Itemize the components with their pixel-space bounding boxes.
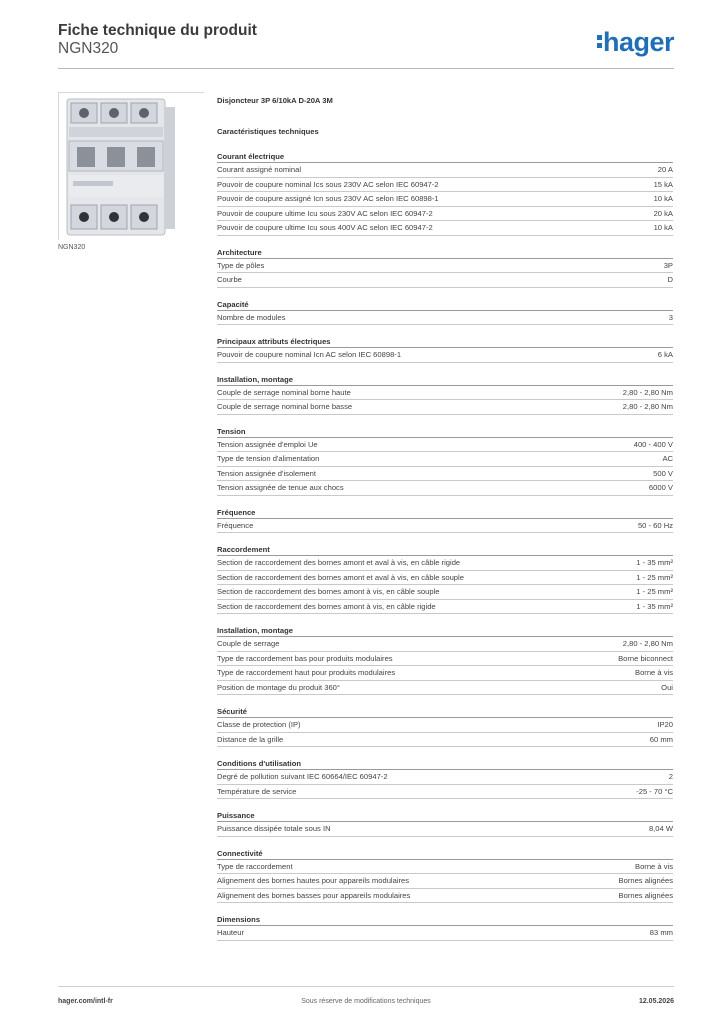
footer-website[interactable]: hager.com/intl-fr: [58, 998, 113, 1005]
spec-row: [217, 467, 673, 482]
spec-value: 2,80 - 2,80 Nm: [622, 387, 673, 397]
spec-group: [217, 508, 673, 534]
spec-group: [217, 849, 673, 904]
specifications-column: [217, 96, 673, 941]
spec-value: 1 - 25 mm²: [636, 572, 673, 582]
spec-label: Pouvoir de coupure ultime Icu sous 230V AC selon IEC 60947-2: [217, 208, 433, 218]
spec-row: [217, 637, 673, 652]
spec-label: Couple de serrage nominal borne haute: [217, 387, 351, 397]
document-title: Fiche technique du produit: [58, 22, 257, 39]
spec-row: [217, 889, 673, 904]
spec-label: Pouvoir de coupure nominal Ics sous 230V AC selon IEC 60947-2: [217, 179, 439, 189]
spec-group: [217, 759, 673, 799]
spec-label: Pouvoir de coupure assigné Icn sous 230V AC selon IEC 60898-1: [217, 194, 439, 203]
spec-row: [217, 785, 673, 800]
spec-value: IP20: [657, 720, 673, 729]
spec-row: [217, 585, 673, 600]
spec-row: [217, 733, 673, 748]
page-header: [58, 22, 674, 72]
spec-label: Section de raccordement des bornes amont et aval à vis, en câble souple: [217, 572, 464, 582]
spec-value: Borne à vis: [635, 668, 673, 677]
spec-group-title: Dimensions: [217, 915, 673, 926]
footer-date: 12.05.2026: [638, 998, 674, 1005]
spec-label: Type de raccordement haut pour produits modulaires: [217, 668, 396, 677]
footer-divider: [58, 986, 674, 987]
spec-group-title: Courant électrique: [217, 152, 673, 163]
spec-value: 1 - 35 mm²: [636, 558, 673, 567]
spec-label: Degré de pollution suivant IEC 60664/IEC 60947-2: [217, 772, 388, 781]
spec-group-title: Principaux attributs électriques: [217, 337, 673, 348]
spec-row: [217, 438, 673, 453]
spec-group-title: Installation, montage: [217, 375, 673, 386]
spec-row: [217, 600, 673, 615]
spec-row: [217, 860, 673, 875]
spec-row: [217, 681, 673, 696]
spec-row: [217, 259, 673, 274]
spec-value: 2,80 - 2,80 Nm: [622, 402, 673, 411]
section-title: Caractéristiques techniques: [217, 127, 319, 136]
spec-label: Fréquence: [217, 520, 254, 530]
spec-label: Couple de serrage nominal borne basse: [217, 402, 353, 411]
spec-value: -25 - 70 °C: [636, 786, 673, 796]
spec-value: Borne à vis: [635, 861, 673, 871]
spec-row: [217, 519, 673, 534]
spec-row: [217, 718, 673, 733]
spec-value: 20 kA: [653, 208, 673, 218]
spec-value: 6000 V: [648, 483, 673, 492]
spec-value: 10 kA: [653, 223, 673, 232]
spec-row: [217, 163, 673, 178]
spec-group: [217, 375, 673, 415]
spec-label: Alignement des bornes hautes pour appareils modulaires: [217, 876, 410, 885]
spec-row: [217, 192, 673, 207]
spec-group: [217, 248, 673, 288]
spec-row: [217, 386, 673, 401]
spec-value: D: [667, 275, 673, 284]
spec-group-title: Puissance: [217, 811, 673, 822]
spec-group-title: Installation, montage: [217, 626, 673, 637]
header-divider: [58, 68, 674, 69]
spec-group: [217, 811, 673, 837]
spec-label: Type de pôles: [217, 260, 265, 270]
spec-row: [217, 874, 673, 889]
spec-group-title: Sécurité: [217, 707, 673, 718]
spec-label: Alignement des bornes basses pour appareils modulaires: [217, 890, 411, 900]
spec-label: Section de raccordement des bornes amont à vis, en câble rigide: [217, 601, 436, 611]
spec-value: 15 kA: [653, 179, 673, 189]
spec-row: [217, 926, 673, 941]
spec-row: [217, 400, 673, 415]
spec-label: Tension assignée d'emploi Ue: [217, 439, 318, 449]
spec-value: 6 kA: [657, 350, 673, 359]
spec-group: [217, 300, 673, 326]
spec-label: Nombre de modules: [217, 312, 286, 322]
product-image: [58, 92, 204, 240]
spec-row: [217, 822, 673, 837]
spec-value: 500 V: [653, 468, 673, 478]
spec-row: [217, 221, 673, 236]
spec-row: [217, 556, 673, 571]
spec-label: Tension assignée d'isolement: [217, 468, 316, 478]
spec-label: Type de tension d'alimentation: [217, 454, 320, 463]
spec-value: Borne biconnect: [618, 653, 673, 663]
spec-value: 8,04 W: [648, 824, 673, 833]
spec-group-title: Architecture: [217, 248, 673, 259]
spec-group: [217, 427, 673, 496]
spec-group: [217, 152, 673, 236]
spec-label: Pouvoir de coupure nominal Icn AC selon IEC 60898-1: [217, 350, 402, 359]
spec-row: [217, 452, 673, 467]
product-code: NGN320: [58, 40, 119, 57]
spec-label: Distance de la grille: [217, 734, 284, 744]
spec-row: [217, 666, 673, 681]
spec-value: Oui: [661, 682, 673, 692]
spec-label: Position de montage du produit 360°: [217, 682, 340, 692]
spec-group-title: Tension: [217, 427, 673, 438]
spec-label: Section de raccordement des bornes amont à vis, en câble souple: [217, 587, 440, 596]
spec-value: Bornes alignées: [618, 876, 673, 885]
spec-group-title: Connectivité: [217, 849, 673, 860]
spec-row: [217, 571, 673, 586]
spec-label: Pouvoir de coupure ultime Icu sous 400V AC selon IEC 60947-2: [217, 223, 433, 232]
spec-value: 10 kA: [653, 194, 673, 203]
spec-group-title: Raccordement: [217, 545, 673, 556]
spec-label: Type de raccordement bas pour produits modulaires: [217, 653, 393, 663]
spec-label: Température de service: [217, 786, 297, 796]
spec-row: [217, 311, 673, 326]
spec-label: Puissance dissipée totale sous IN: [217, 824, 331, 833]
spec-value: 400 - 400 V: [633, 439, 673, 449]
spec-label: Courbe: [217, 275, 242, 284]
spec-value: 2: [668, 772, 673, 781]
spec-group: [217, 915, 673, 941]
spec-group-title: Fréquence: [217, 508, 673, 519]
spec-label: Hauteur: [217, 928, 245, 937]
spec-row: [217, 770, 673, 785]
spec-value: 1 - 35 mm²: [636, 601, 673, 611]
spec-row: [217, 348, 673, 363]
spec-group: [217, 707, 673, 747]
spec-value: 50 - 60 Hz: [637, 520, 673, 530]
spec-group-title: Capacité: [217, 300, 673, 311]
spec-value: 20 A: [657, 165, 673, 174]
spec-value: 3P: [663, 260, 673, 270]
spec-row: [217, 652, 673, 667]
spec-group: [217, 337, 673, 363]
image-caption: NGN320: [58, 244, 86, 251]
spec-value: 83 mm: [649, 928, 673, 937]
spec-label: Classe de protection (IP): [217, 720, 301, 729]
spec-groups: [217, 152, 673, 941]
hager-logo: hager: [602, 27, 674, 57]
spec-label: Couple de serrage: [217, 639, 280, 648]
circuit-breaker-illustration: [59, 93, 205, 241]
product-name: Disjoncteur 3P 6/10kA D-20A 3M: [217, 96, 333, 105]
spec-row: [217, 178, 673, 193]
spec-row: [217, 273, 673, 288]
spec-value: Bornes alignées: [618, 890, 673, 900]
spec-group: [217, 545, 673, 614]
spec-label: Type de raccordement: [217, 861, 293, 871]
spec-row: [217, 207, 673, 222]
spec-label: Section de raccordement des bornes amont et aval à vis, en câble rigide: [217, 558, 461, 567]
spec-value: AC: [662, 454, 673, 463]
spec-value: 60 mm: [649, 734, 673, 744]
spec-value: 2,80 - 2,80 Nm: [622, 639, 673, 648]
spec-label: Tension assignée de tenue aux chocs: [217, 483, 344, 492]
spec-value: 1 - 25 mm²: [636, 587, 673, 596]
spec-label: Courant assigné nominal: [217, 165, 302, 174]
footer-disclaimer: Sous réserve de modifications techniques: [301, 998, 431, 1005]
spec-group-title: Conditions d'utilisation: [217, 759, 673, 770]
spec-value: 3: [668, 312, 673, 322]
spec-group: [217, 626, 673, 695]
spec-row: [217, 481, 673, 496]
